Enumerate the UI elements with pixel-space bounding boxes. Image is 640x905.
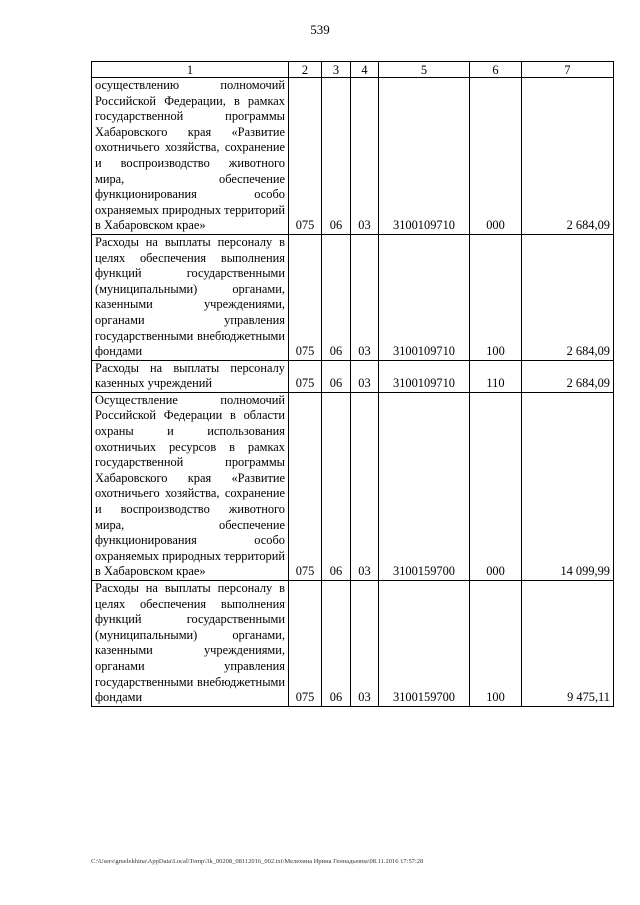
cell-section: 06 [322,360,351,392]
header-col-7: 7 [522,62,614,78]
table-row [92,360,614,392]
row-description: Расходы на выплаты персоналу в целях обеспечения выполнения функций государственными (муниципальными) органами, казенными учреждениями, органами управления государственными внебюджетными фондами [92,234,289,360]
header-row [92,62,614,78]
cell-amount: 2 684,09 [522,234,614,360]
row-description: Расходы на выплаты персоналу в целях обеспечения выполнения функций государственными (муниципальными) органами, казенными учреждениями, органами управления государственными внебюджетными фондами [92,581,289,707]
table-row [92,234,614,360]
cell-expense-type: 110 [470,360,522,392]
header-col-6: 6 [470,62,522,78]
header-col-3: 3 [322,62,351,78]
cell-amount: 2 684,09 [522,78,614,235]
table-row [92,392,614,580]
cell-amount: 9 475,11 [522,581,614,707]
cell-target-article: 3100109710 [379,78,470,235]
cell-expense-type: 000 [470,392,522,580]
cell-amount: 2 684,09 [522,360,614,392]
cell-subsection: 03 [351,234,379,360]
table-row [92,581,614,707]
cell-section: 06 [322,581,351,707]
header-col-4: 4 [351,62,379,78]
page-number: 539 [310,22,330,37]
table-row [92,78,614,235]
cell-ministry-code: 075 [289,581,322,707]
cell-target-article: 3100109710 [379,234,470,360]
cell-expense-type: 100 [470,234,522,360]
row-description: Осуществление полномочий Российской Федерации в области охраны и использования охотничьих ресурсов в рамках государственной программы Хабаровского края «Развитие охотничьего хозяйства, сохранение и воспроизводство животного мира, обеспечение функционирования особо охраняемых природных территорий в Хабаровском крае» [92,392,289,580]
cell-ministry-code: 075 [289,78,322,235]
cell-expense-type: 100 [470,581,522,707]
cell-subsection: 03 [351,78,379,235]
cell-ministry-code: 075 [289,392,322,580]
cell-expense-type: 000 [470,78,522,235]
cell-amount: 14 099,99 [522,392,614,580]
cell-ministry-code: 075 [289,234,322,360]
cell-ministry-code: 075 [289,360,322,392]
row-description: Расходы на выплаты персоналу казенных учреждений [92,360,289,392]
header-col-2: 2 [289,62,322,78]
cell-target-article: 3100159700 [379,581,470,707]
cell-target-article: 3100159700 [379,392,470,580]
file-path-footer: C:\Users\gmelekhina\AppData\Local\Temp\3k_00208_08112016_002.txt\Мелехина Ирина Геннадьевна\08.11.2016 17:57:28 [91,858,424,865]
cell-section: 06 [322,392,351,580]
cell-subsection: 03 [351,581,379,707]
budget-table [91,61,614,707]
cell-subsection: 03 [351,392,379,580]
cell-section: 06 [322,78,351,235]
row-description: осуществлению полномочий Российской Федерации, в рамках государственной программы Хабаровского края «Развитие охотничьего хозяйства, сохранение и воспроизводство животного мира, обеспечение функционирования особо охраняемых природных территорий в Хабаровском крае» [92,78,289,235]
header-col-1: 1 [92,62,289,78]
cell-section: 06 [322,234,351,360]
header-col-5: 5 [379,62,470,78]
cell-target-article: 3100109710 [379,360,470,392]
cell-subsection: 03 [351,360,379,392]
